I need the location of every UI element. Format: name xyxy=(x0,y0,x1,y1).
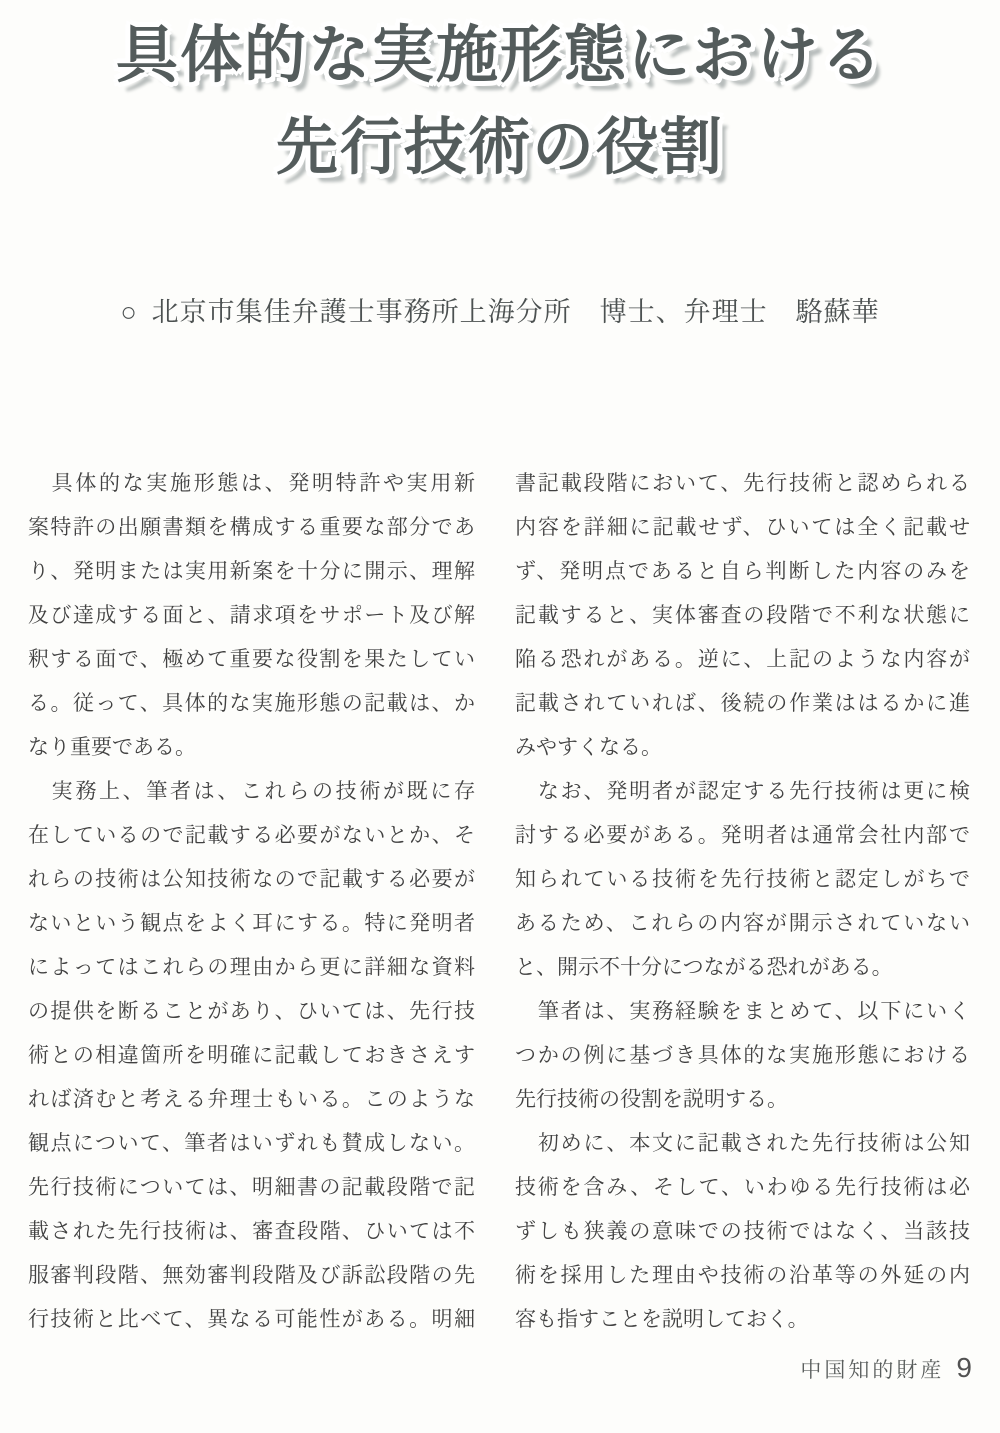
byline-text: 北京市集佳弁護士事務所上海分所 博士、弁理士 駱蘇華 xyxy=(151,297,880,327)
text-line: 容も指すことを説明しておく。 xyxy=(515,1307,809,1331)
text-line: り、発明または実用新案を十分に開示、理解 xyxy=(28,559,475,583)
text-line: 実務上、筆者は、これらの技術が既に存 xyxy=(28,779,475,803)
text-line: 先行技術については、明細書の記載段階で記 xyxy=(28,1175,475,1199)
text-line: なり重要である。 xyxy=(28,735,196,759)
text-line: ないという観点をよく耳にする。特に発明者 xyxy=(28,911,475,935)
text-line: 筆者は、実務経験をまとめて、以下にいく xyxy=(515,999,970,1023)
text-line: 在しているので記載する必要がないとか、そ xyxy=(28,823,475,847)
text-line: 書記載段階において、先行技術と認められる xyxy=(515,471,970,495)
right-column xyxy=(515,461,970,1341)
text-line: 具体的な実施形態は、発明特許や実用新 xyxy=(28,471,475,495)
text-line: 記載されていれば、後続の作業ははるかに進 xyxy=(515,691,970,715)
article-body xyxy=(0,461,1000,1341)
text-line: 技術を含み、そして、いわゆる先行技術は必 xyxy=(515,1175,970,1199)
text-line: 内容を詳細に記載せず、ひいては全く記載せ xyxy=(515,515,970,539)
text-line: 術を採用した理由や技術の沿革等の外延の内 xyxy=(515,1263,970,1287)
text-line: 観点について、筆者はいずれも賛成しない。 xyxy=(28,1131,475,1155)
text-line: あるため、これらの内容が開示されていない xyxy=(515,911,970,935)
text-line: る。従って、具体的な実施形態の記載は、か xyxy=(28,691,475,715)
left-column xyxy=(28,461,475,1341)
text-line: 及び達成する面と、請求項をサポート及び解 xyxy=(28,603,475,627)
article-title-line-2: 先行技術の役割 xyxy=(275,113,724,182)
text-line: と、開示不十分につながる恐れがある。 xyxy=(515,955,893,979)
text-line: 載された先行技術は、審査段階、ひいては不 xyxy=(28,1219,475,1243)
page-number: 9 xyxy=(956,1352,972,1383)
text-line: ず、発明点であると自ら判断した内容のみを xyxy=(515,559,970,583)
text-line: 初めに、本文に記載された先行技術は公知 xyxy=(515,1131,970,1155)
text-line: 知られている技術を先行技術と認定しがちで xyxy=(515,867,970,891)
author-byline xyxy=(0,294,1000,330)
text-line: 先行技術の役割を説明する。 xyxy=(515,1087,788,1111)
text-line: の提供を断ることがあり、ひいては、先行技 xyxy=(28,999,475,1023)
circle-bullet-icon: ○ xyxy=(120,297,138,327)
article-title-line-1: 具体的な実施形態における xyxy=(115,21,884,90)
article-title xyxy=(0,0,1000,194)
text-line: 服審判段階、無効審判段階及び訴訟段階の先 xyxy=(28,1263,475,1287)
text-line: つかの例に基づき具体的な実施形態における xyxy=(515,1043,970,1067)
text-line: 行技術と比べて、異なる可能性がある。明細 xyxy=(28,1307,475,1331)
text-line: みやすくなる。 xyxy=(515,735,662,759)
text-line: 陥る恐れがある。逆に、上記のような内容が xyxy=(515,647,970,671)
text-line: 記載すると、実体審査の段階で不利な状態に xyxy=(515,603,970,627)
journal-name: 中国知的財産 xyxy=(800,1358,945,1382)
text-line: 討する必要がある。発明者は通常会社内部で xyxy=(515,823,970,847)
text-line: によってはこれらの理由から更に詳細な資料 xyxy=(28,955,475,979)
text-line: 釈する面で、極めて重要な役割を果たしてい xyxy=(28,647,475,671)
page-footer xyxy=(800,1352,972,1384)
text-line: れらの技術は公知技術なので記載する必要が xyxy=(28,867,475,891)
text-line: ずしも狭義の意味での技術ではなく、当該技 xyxy=(515,1219,970,1243)
text-line: れば済むと考える弁理士もいる。このような xyxy=(28,1087,475,1111)
text-line: 術との相違箇所を明確に記載しておきさえす xyxy=(28,1043,475,1067)
text-line: 案特許の出願書類を構成する重要な部分であ xyxy=(28,515,475,539)
text-line: なお、発明者が認定する先行技術は更に検 xyxy=(515,779,970,803)
